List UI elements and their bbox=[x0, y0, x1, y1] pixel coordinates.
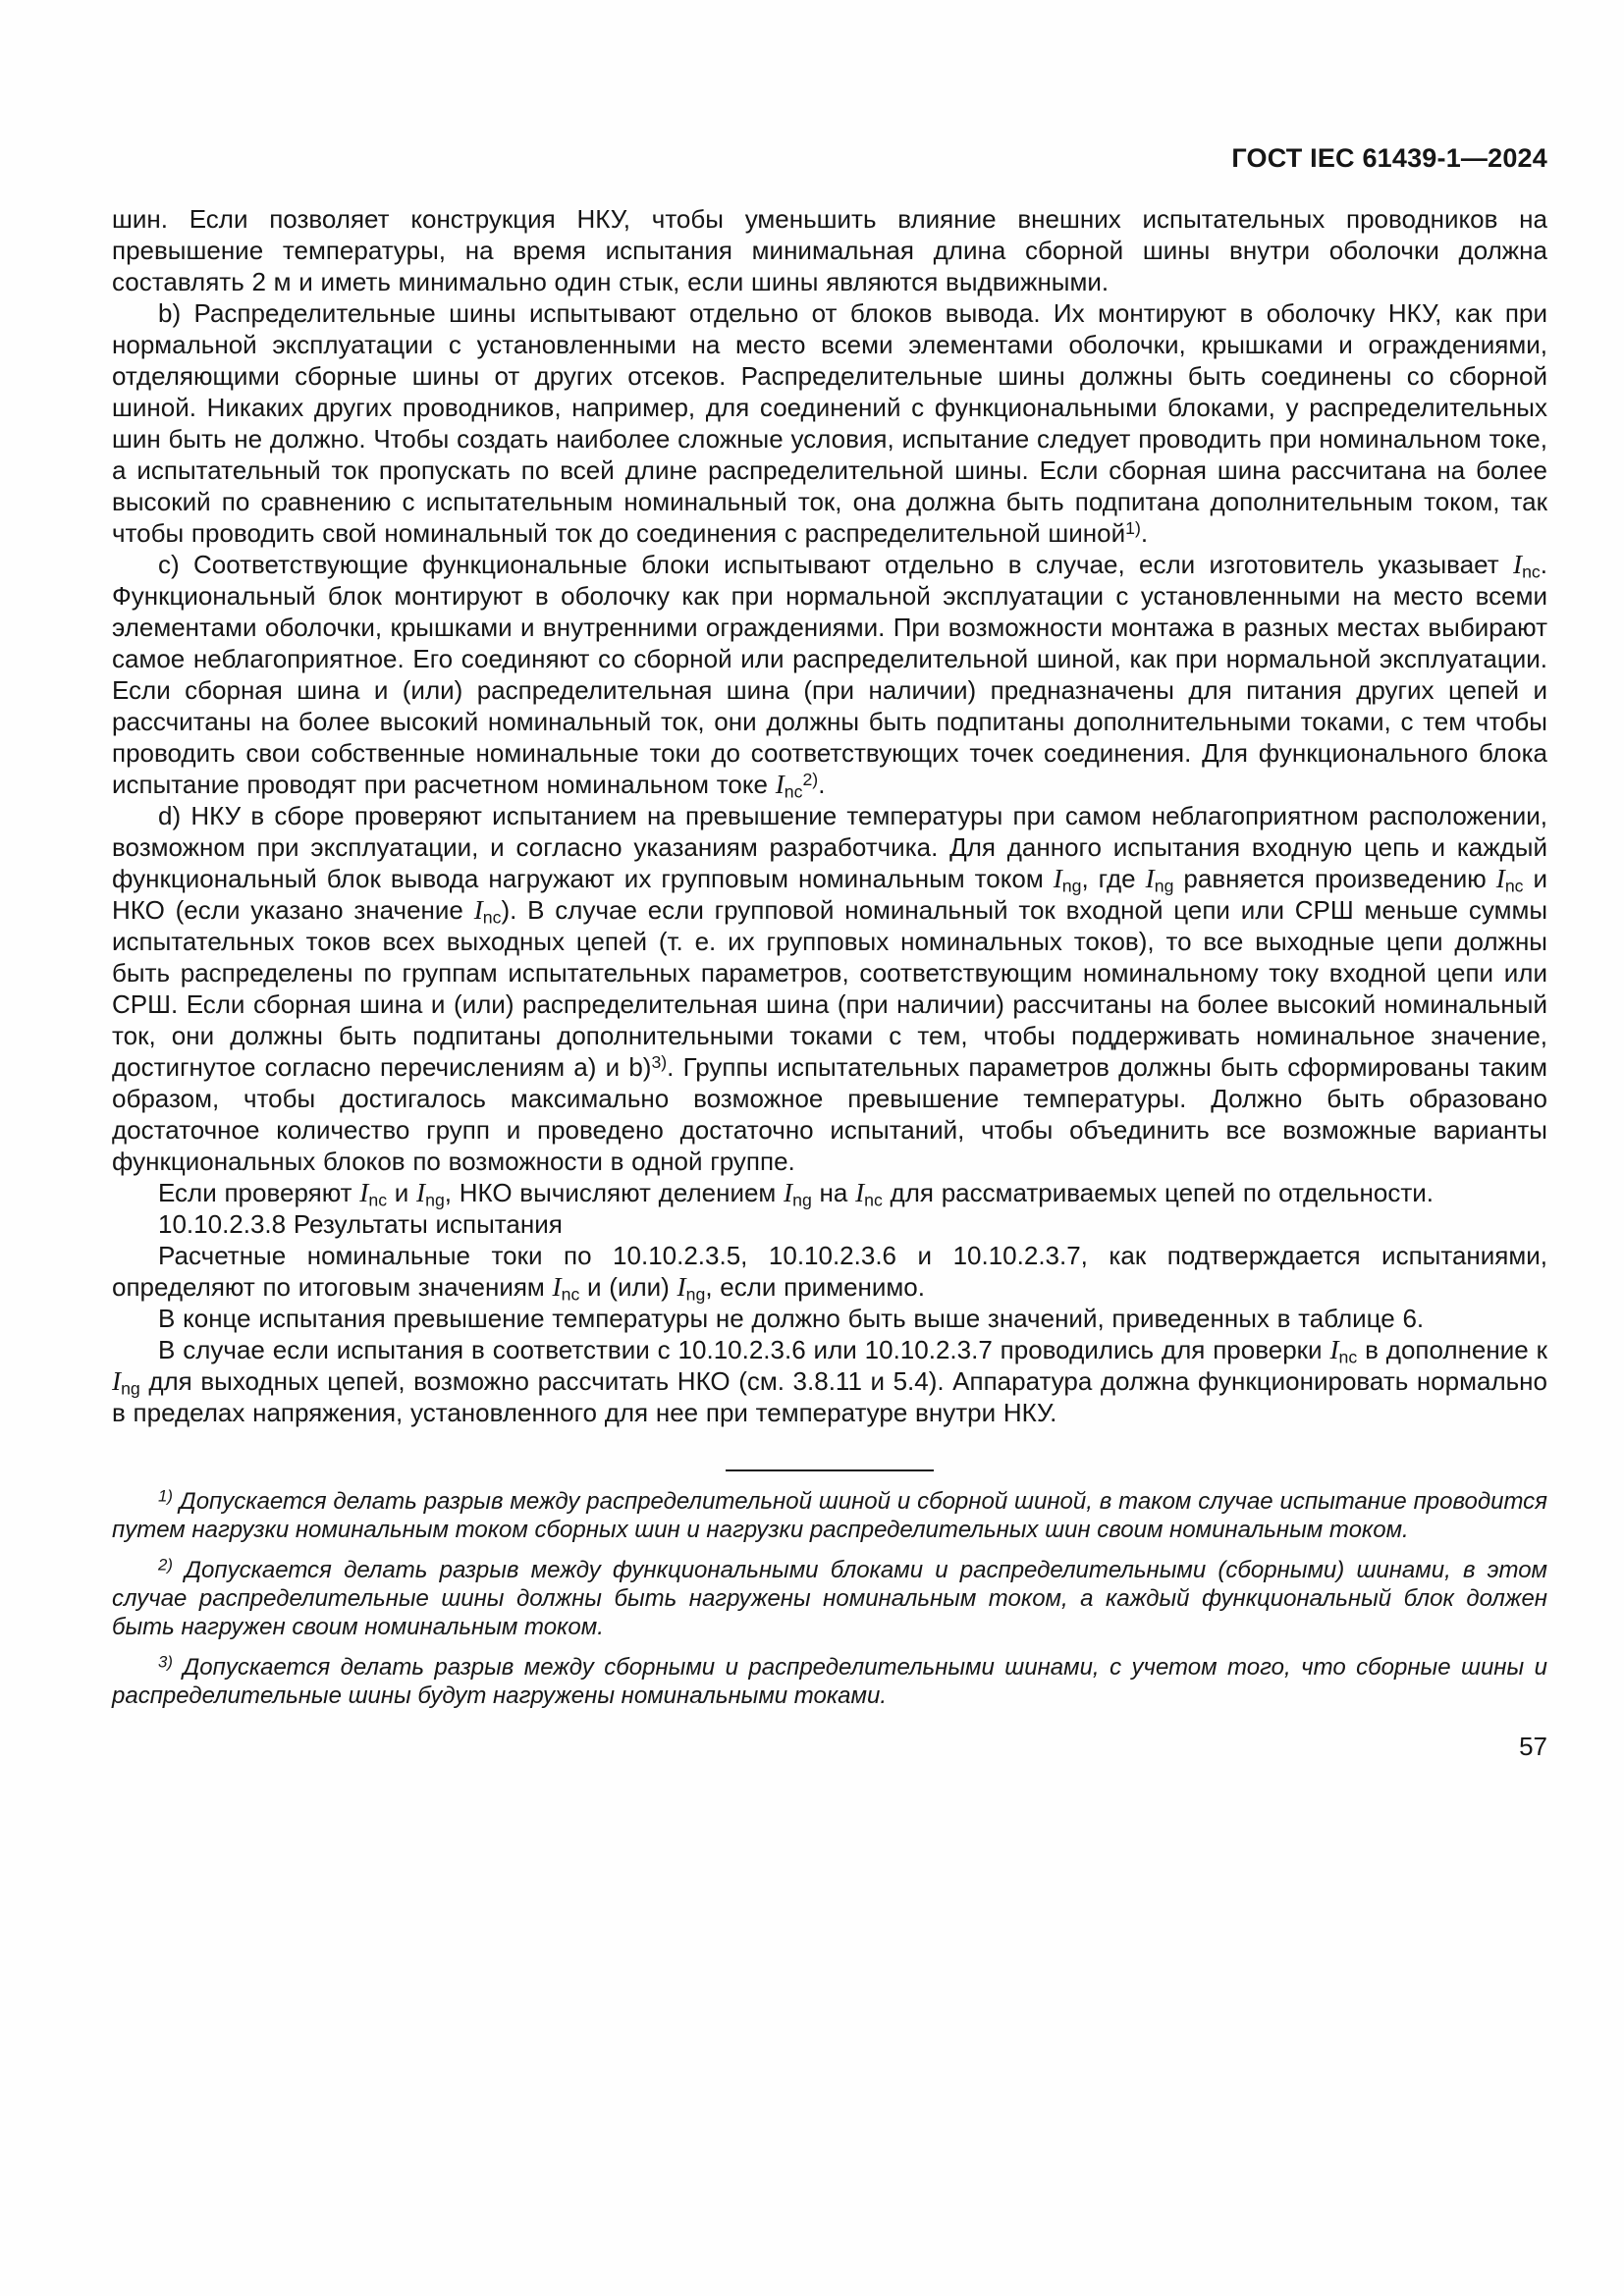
footnotes bbox=[112, 1487, 1547, 1710]
paragraph: В конце испытания превышение температуры не должно быть выше значений, приведенных в таблице 6. bbox=[158, 1304, 1425, 1333]
paragraph: c) Соответствующие функциональные блоки испытывают отдельно в случае, если изготовитель указывает $I_{nc}$. Функциональный блок монтируют в оболочку как при нормальной эксплуатации с установленными на место всеми элементами оболочки, крышками и внутренними ограждениями. При возможности монтажа в разных местах выбирают самое неблагоприятное. Его соединяют со сборной или распределительной шиной, как при нормальной эксплуатации. Если сборная шина и (или) распределительная шина (при наличии) предназначены для питания других цепей и рассчитаны на более высокий номинальный ток, они должны быть подпитаны дополнительными токами, с тем чтобы проводить свои собственные номинальные токи до соответствующих точек соединения. Для функционального блока испытание проводят при расчетном номинальном токе $I_{nc}^{2)}$. bbox=[112, 550, 1547, 802]
footnote: $^{2)}$ Допускается делать разрыв между функциональными блоками и распределительными (сборными) шинами, в этом случае распределительные шины должны быть нагружены номинальным током, а каждый функциональный блок должен быть нагружен своим номинальным током. bbox=[112, 1555, 1547, 1640]
page-number: 57 bbox=[1519, 1732, 1547, 1761]
page-header bbox=[112, 143, 1547, 174]
paragraph: Расчетные номинальные токи по 10.10.2.3.5, 10.10.2.3.6 и 10.10.2.3.7, как подтверждается испытаниями, определяют по итоговым значениям $I_{nc}$ и (или) $I_{ng}$, если применимо. bbox=[112, 1241, 1547, 1305]
footnote-separator bbox=[726, 1469, 934, 1471]
footnote: $^{1)}$ Допускается делать разрыв между распределительной шиной и сборной шиной, в таком случае испытание проводится путем нагрузки номинальным током сборных шин и нагрузки распределительных шин своим номинальным током. bbox=[112, 1486, 1547, 1543]
footnote: $^{3)}$ Допускается делать разрыв между сборными и распределительными шинами, с учетом того, что сборные шины и распределительные шины будут нагружены номинальными токами. bbox=[112, 1652, 1547, 1709]
document-code: ГОСТ IEC 61439-1—2024 bbox=[1231, 143, 1547, 173]
paragraph: b) Распределительные шины испытывают отдельно от блоков вывода. Их монтируют в оболочку НКУ, как при нормальной эксплуатации с установленными на место всеми элементами оболочки, крышками и ограждениями, отделяющими сборные шины от других отсеков. Распределительные шины должны быть соединены со сборной шиной. Никаких других проводников, например, для соединений с функциональными блоками, у распределительных шин быть не должно. Чтобы создать наиболее сложные условия, испытание следует проводить при номинальном токе, а испытательный ток пропускать по всей длине распределительной шины. Если сборная шина рассчитана на более высокий по сравнению с испытательным номинальный ток, она должна быть подпитана дополнительным током, так чтобы проводить свой номинальный ток до соединения с распределительной шиной$^{1)}$. bbox=[112, 298, 1547, 548]
document-body bbox=[112, 203, 1547, 1428]
paragraph: шин. Если позволяет конструкция НКУ, чтобы уменьшить влияние внешних испытательных проводников на превышение температуры, на время испытания минимальная длина сборной шины внутри оболочки должна составлять 2 м и иметь минимально один стык, если шины являются выдвижными. bbox=[112, 204, 1547, 296]
paragraph: d) НКУ в сборе проверяют испытанием на превышение температуры при самом неблагоприятном расположении, возможном при эксплуатации, и согласно указаниям разработчика. Для данного испытания входную цепь и каждый функциональный блок вывода нагружают их групповым номинальным током $I_{ng}$, где $I_{ng}$ равняется произведению $I_{nc}$ и НКО (если указано значение $I_{nc}$). В случае если групповой номинальный ток входной цепи или СРШ меньше суммы испытательных токов всех выходных цепей (т. е. их групповых номинальных токов), то все выходные цепи должны быть распределены по группам испытательных параметров, соответствующим номинальному току входной цепи или СРШ. Если сборная шина и (или) распределительная шина (при наличии) рассчитаны на более высокий номинальный ток, они должны быть подпитаны дополнительными токами с тем, чтобы поддерживать номинальное значение, достигнутое согласно перечислениям a) и b)$^{3)}$. Группы испытательных параметров должны быть сформированы таким образом, чтобы достигалось максимально возможное превышение температуры. Должно быть образовано достаточное количество групп и проведено достаточно испытаний, чтобы объединить все возможные варианты функциональных блоков по возможности в одной группе. bbox=[112, 801, 1548, 1176]
paragraph: 10.10.2.3.8 Результаты испытания bbox=[158, 1209, 563, 1239]
paragraph: Если проверяют $I_{nc}$ и $I_{ng}$, НКО вычисляют делением $I_{ng}$ на $I_{nc}$ для рассматриваемых цепей по отдельности. bbox=[158, 1178, 1434, 1210]
paragraph: В случае если испытания в соответствии с 10.10.2.3.6 или 10.10.2.3.7 проводились для проверки $I_{nc}$ в дополнение к $I_{ng}$ для выходных цепей, возможно рассчитать НКО (см. 3.8.11 и 5.4). Аппаратура должна функционировать нормально в пределах напряжения, установленного для нее при температуре внутри НКУ. bbox=[112, 1335, 1547, 1427]
